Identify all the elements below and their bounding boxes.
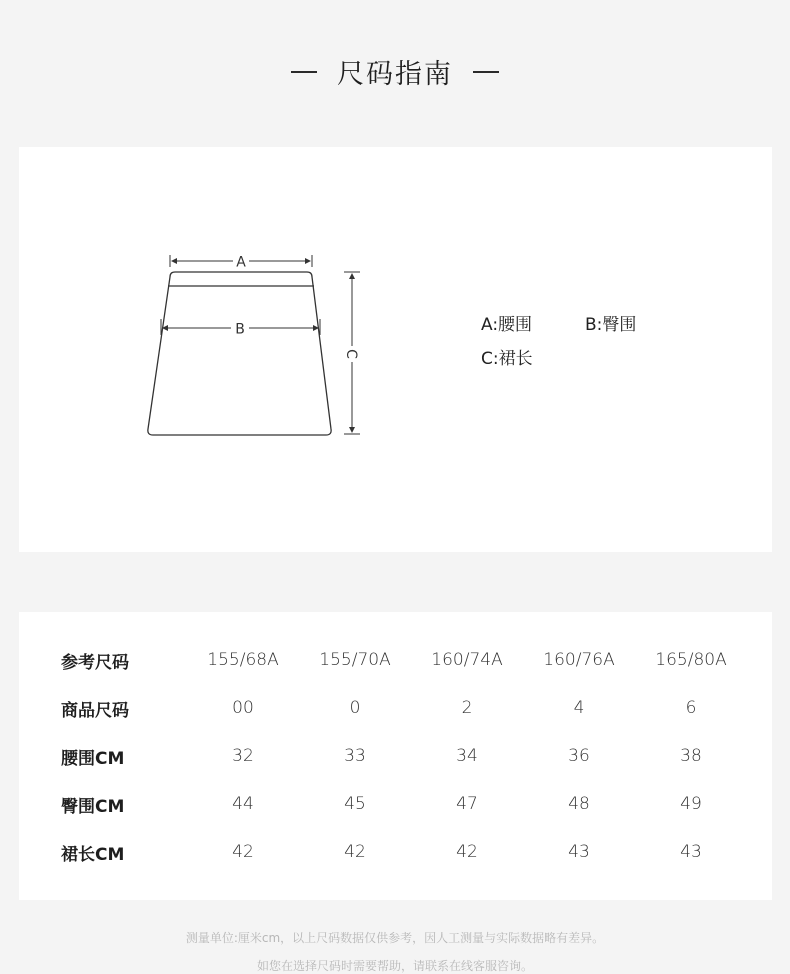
- table-row: [61, 780, 747, 828]
- dimension-a: [170, 255, 312, 271]
- table-cell: 42: [456, 842, 478, 862]
- row-label: 腰围CM: [61, 748, 125, 769]
- table-cell: 155/70A: [319, 650, 391, 670]
- row-label: 商品尺码: [61, 700, 129, 721]
- size-table-panel: [19, 612, 772, 900]
- table-cell: 6: [685, 698, 697, 718]
- table-cell: 44: [232, 794, 254, 814]
- table-cell: 2: [461, 698, 473, 718]
- diagram-panel: [19, 147, 772, 552]
- title-left-dash: [291, 71, 317, 73]
- table-cell: 42: [232, 842, 254, 862]
- legend-waist: A:腰围: [481, 314, 533, 335]
- dimension-b: [161, 319, 320, 338]
- measurement-note: 测量单位:厘米cm，以上尺码数据仅供参考，因人工测量与实际数据略有差异。: [185, 931, 605, 945]
- legend-row: [481, 305, 689, 339]
- table-cell: 0: [349, 698, 361, 718]
- table-cell: 00: [232, 698, 254, 718]
- dimension-a-label: A: [236, 254, 246, 271]
- help-note: 如您在选择尺码时需要帮助，请联系在线客服咨询。: [256, 959, 533, 973]
- table-cell: 36: [568, 746, 590, 766]
- measurement-legend: [481, 305, 689, 373]
- table-cell: 42: [344, 842, 366, 862]
- row-label: 裙长CM: [61, 844, 125, 865]
- table-cell: 47: [456, 794, 478, 814]
- table-cell: 32: [232, 746, 254, 766]
- page-title: [0, 52, 790, 91]
- row-label: 臀围CM: [61, 796, 125, 817]
- row-label: 参考尺码: [61, 652, 129, 673]
- legend-length: C:裙长: [481, 348, 533, 369]
- table-row: [61, 828, 747, 876]
- dimension-c-label: C: [343, 349, 359, 359]
- legend-row: [481, 339, 689, 373]
- table-cell: 4: [573, 698, 585, 718]
- table-cell: 45: [344, 794, 366, 814]
- table-row: [61, 732, 747, 780]
- table-cell: 48: [568, 794, 590, 814]
- table-row: [61, 636, 747, 684]
- table-cell: 155/68A: [207, 650, 279, 670]
- table-cell: 49: [680, 794, 702, 814]
- table-cell: 33: [344, 746, 366, 766]
- size-table: [61, 636, 747, 876]
- table-cell: 160/76A: [543, 650, 615, 670]
- legend-hip: B:臀围: [585, 314, 637, 335]
- title-right-dash: [473, 71, 499, 73]
- table-cell: 38: [680, 746, 702, 766]
- table-cell: 165/80A: [655, 650, 727, 670]
- skirt-outline: [148, 272, 331, 435]
- table-cell: 43: [568, 842, 590, 862]
- dimension-c: [343, 272, 360, 434]
- title-text: 尺码指南: [337, 59, 453, 90]
- table-row: [61, 684, 747, 732]
- table-cell: 160/74A: [431, 650, 503, 670]
- table-cell: 34: [456, 746, 478, 766]
- dimension-b-label: B: [235, 321, 245, 338]
- table-cell: 43: [680, 842, 702, 862]
